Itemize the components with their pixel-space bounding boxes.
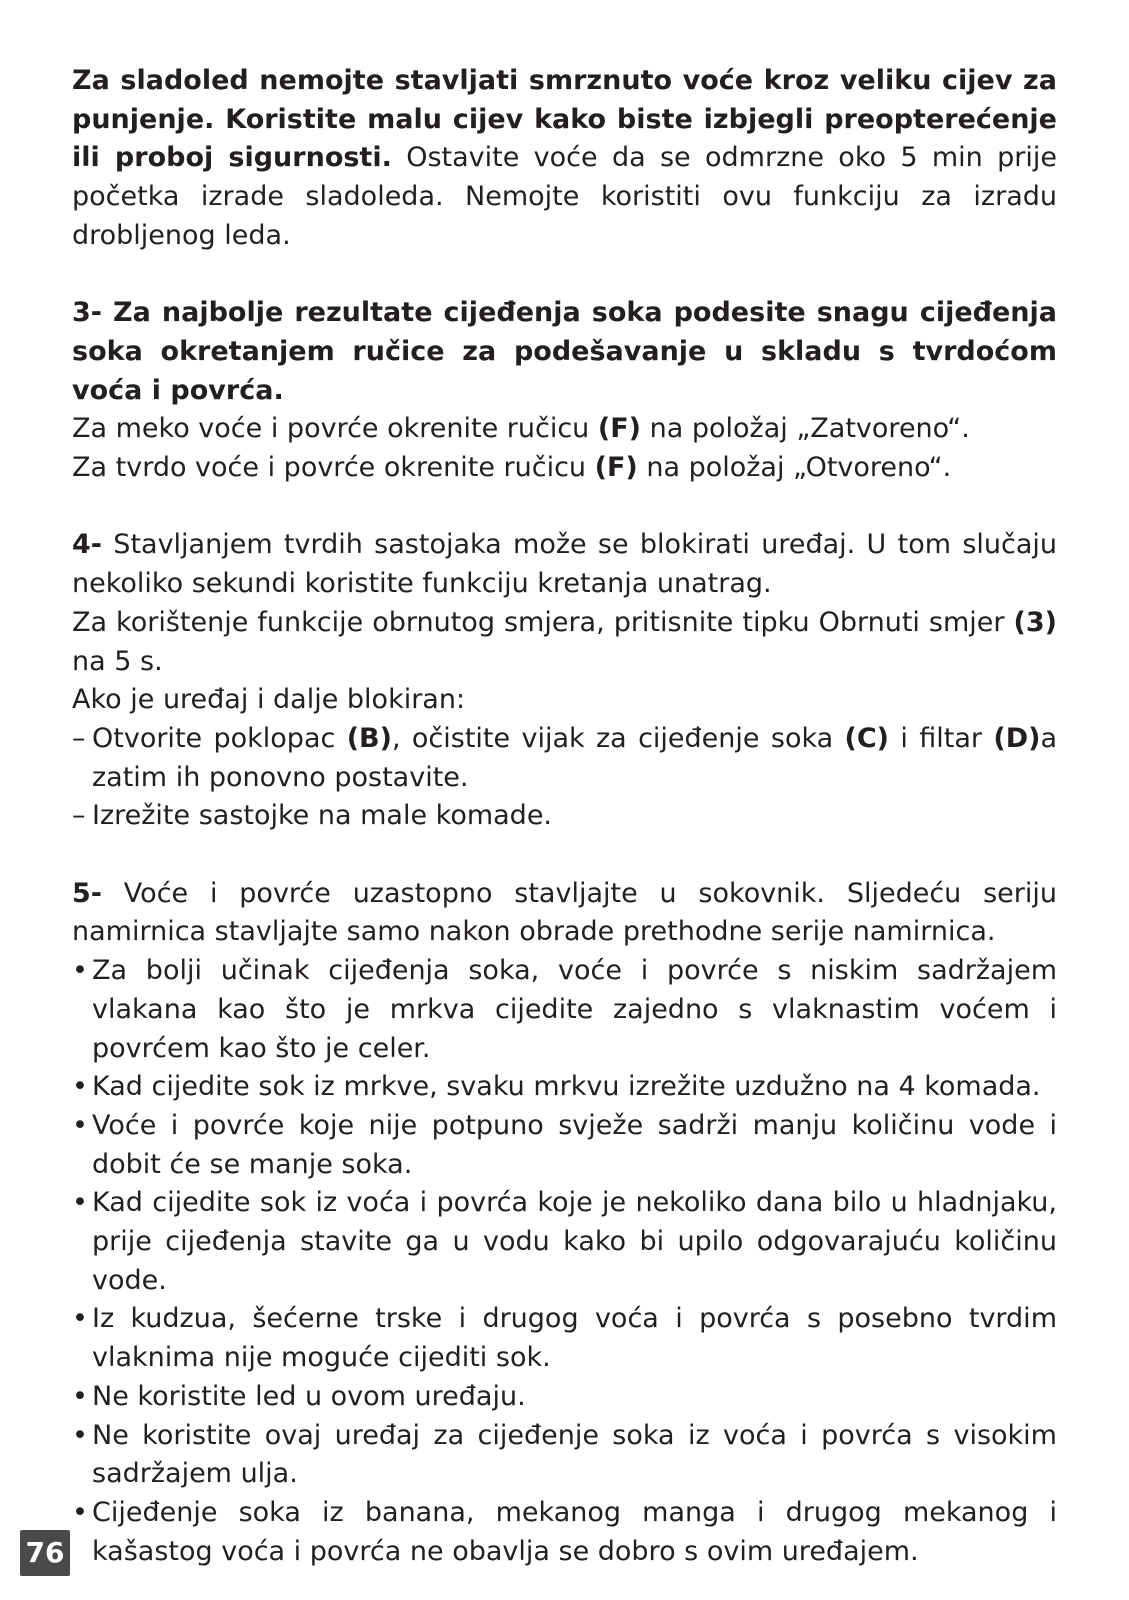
bullet-marker: • bbox=[72, 1419, 88, 1451]
bullet-marker: • bbox=[72, 1496, 88, 1528]
list-item bbox=[72, 1300, 1057, 1377]
bullet-text: Iz kudzua, šećerne trske i drugog voća i povrća s posebno tvrdim vlaknima nije moguće cijediti sok. bbox=[92, 1303, 1057, 1374]
step3-soft-text: Za meko voće i povrće okrenite ručicu bbox=[72, 413, 598, 445]
bullet-marker: • bbox=[72, 1303, 88, 1335]
dash-marker: – bbox=[72, 800, 86, 832]
step3-hard-text: Za tvrdo voće i povrće okrenite ručicu bbox=[72, 452, 595, 484]
intro-text: Ostavite voće da se odmrzne oko 5 min prije početka izrade sladoleda. Nemojte koristiti ovu funkciju za izradu drobljenog leda. bbox=[72, 142, 1057, 251]
dash1-text-c: , očistite vijak za cijeđenje soka bbox=[391, 722, 845, 754]
step3-hard-key: (F) bbox=[594, 452, 638, 484]
intro-paragraph bbox=[72, 62, 1057, 256]
list-item bbox=[72, 797, 1057, 836]
step3-soft-line bbox=[72, 410, 1057, 449]
step4-reverse-line bbox=[72, 604, 1057, 681]
step5-paragraph bbox=[72, 875, 1057, 952]
list-item bbox=[72, 1184, 1057, 1300]
list-item bbox=[72, 720, 1057, 797]
step4-reverse-text: Za korištenje funkcije obrnutog smjera, pritisnite tipku Obrnuti smjer bbox=[72, 606, 1014, 638]
bullet-text: Voće i povrće koje nije potpuno svježe sadrži manju količinu vode i dobit će se manje soka. bbox=[92, 1109, 1057, 1180]
step3-heading: 3- Za najbolje rezultate cijeđenja soka podesite snagu cijeđenja soka okretanjem ručice za podešavanje u skladu s tvrdoćom voća i povrća. bbox=[72, 297, 1057, 406]
dash1-text-g: a zatim ih ponovno postavite. bbox=[92, 722, 1057, 793]
step3-hard-position: na položaj „Otvoreno“. bbox=[637, 452, 952, 484]
intro-warning: Za sladoled nemojte stavljati smrznuto voće kroz veliku cijev za punjenje. Koristite malu cijev kako biste izbjegli preopterećenje ili proboj sigurnosti. bbox=[72, 65, 1057, 174]
document-body bbox=[72, 62, 1057, 1571]
page-number: 76 bbox=[20, 1530, 70, 1576]
step4-number: 4- bbox=[72, 529, 102, 561]
bullet-marker: • bbox=[72, 1187, 88, 1219]
bullet-marker: • bbox=[72, 1109, 88, 1141]
step4-paragraph bbox=[72, 526, 1057, 603]
step5-number: 5- bbox=[72, 877, 102, 909]
step3-soft-position: na položaj „Zatvoreno“. bbox=[641, 413, 970, 445]
step4-text: Stavljanjem tvrdih sastojaka može se blokirati uređaj. U tom slučaju nekoliko sekundi koristite funkciju kretanja unatrag. bbox=[72, 529, 1057, 600]
bullet-text: Za bolji učinak cijeđenja soka, voće i povrće s niskim sadržajem vlakana kao što je mrkva cijedite zajedno s vlaknastim voćem i povrćem kao što je celer. bbox=[92, 955, 1057, 1064]
list-item bbox=[72, 1107, 1057, 1184]
bullet-marker: • bbox=[72, 1380, 88, 1412]
dash1-text-a: Otvorite poklopac bbox=[92, 722, 347, 754]
dash2-text: Izrežite sastojke na male komade. bbox=[92, 800, 553, 832]
list-item bbox=[72, 952, 1057, 1068]
list-item bbox=[72, 1068, 1057, 1107]
dash1-key-d: (D) bbox=[993, 722, 1041, 754]
bullet-text: Cijeđenje soka iz banana, mekanog manga i drugog mekanog i kašastog voća i povrća ne obavlja se dobro s ovim uređajem. bbox=[92, 1496, 1057, 1567]
step4-reverse-duration: na 5 s. bbox=[72, 645, 163, 677]
step4-reverse-key: (3) bbox=[1013, 606, 1057, 638]
list-item bbox=[72, 1378, 1057, 1417]
step3-soft-key: (F) bbox=[597, 413, 642, 445]
bullet-marker: • bbox=[72, 955, 88, 987]
bullet-text: Ne koristite ovaj uređaj za cijeđenje soka iz voća i povrća s visokim sadržajem ulja. bbox=[92, 1419, 1057, 1490]
bullet-text: Ne koristite led u ovom uređaju. bbox=[92, 1380, 526, 1412]
bullet-text: Kad cijedite sok iz voća i povrća koje je nekoliko dana bilo u hladnjaku, prije cijeđenja stavite ga u vodu kako bi upilo odgovarajuću količinu vode. bbox=[92, 1187, 1057, 1296]
list-item bbox=[72, 1494, 1057, 1571]
step3-hard-line bbox=[72, 449, 1057, 488]
dash1-key-c: (C) bbox=[844, 722, 890, 754]
dash1-key-b: (B) bbox=[346, 722, 392, 754]
step5-text: Voće i povrće uzastopno stavljajte u sokovnik. Sljedeću seriju namirnica stavljajte samo nakon obrade prethodne serije namirnica. bbox=[72, 877, 1057, 948]
dash-marker: – bbox=[72, 722, 86, 754]
dash1-text-e: i filtar bbox=[889, 722, 994, 754]
bullet-marker: • bbox=[72, 1071, 88, 1103]
list-item bbox=[72, 1417, 1057, 1494]
step4-blocked-line: Ako je uređaj i dalje blokiran: bbox=[72, 684, 466, 716]
bullet-text: Kad cijedite sok iz mrkve, svaku mrkvu izrežite uzdužno na 4 komada. bbox=[92, 1071, 1041, 1103]
